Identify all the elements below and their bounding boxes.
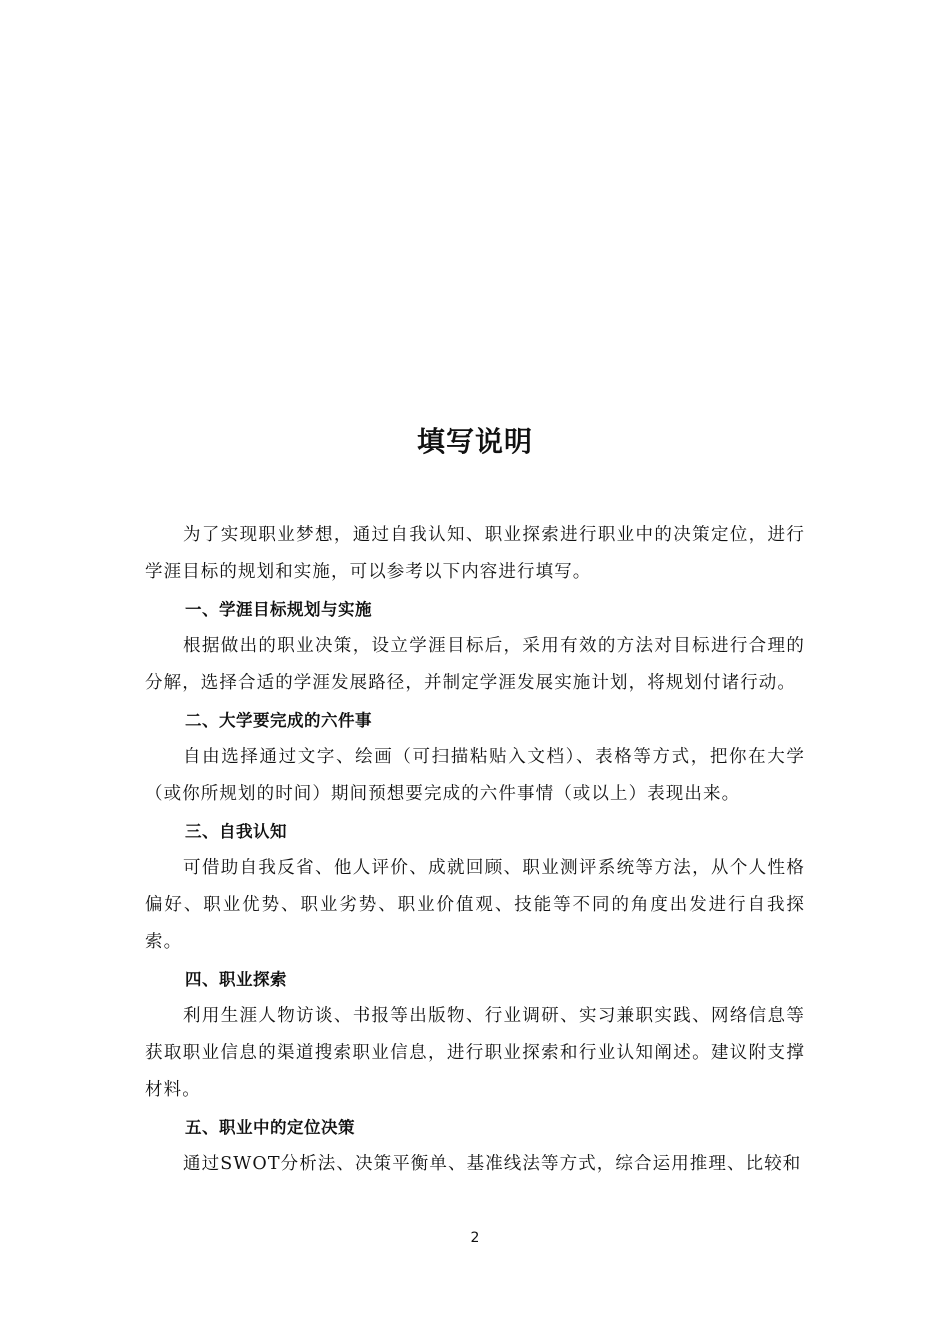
- section-paragraph: 通过SWOT分析法、决策平衡单、基准线法等方式，综合运用推理、比较和: [183, 1154, 802, 1174]
- intro-paragraph: 为了实现职业梦想，通过自我认知、职业探索进行职业中的决策定位，进行学涯目标的规划和实施，可以参考以下内容进行填写。: [145, 525, 805, 582]
- section-heading: 一、学涯目标规划与实施: [185, 600, 372, 619]
- section-heading: 五、职业中的定位决策: [185, 1118, 355, 1137]
- section-heading: 三、自我认知: [185, 822, 287, 841]
- section-goal-planning: [145, 591, 805, 702]
- section-self-awareness: [145, 813, 805, 961]
- section-heading: 四、职业探索: [185, 970, 287, 989]
- section-paragraph: 自由选择通过文字、绘画（可扫描粘贴入文档）、表格等方式，把你在大学（或你所规划的时间）期间预想要完成的六件事情（或以上）表现出来。: [145, 747, 805, 804]
- section-six-things: [145, 702, 805, 813]
- section-paragraph: 根据做出的职业决策，设立学涯目标后，采用有效的方法对目标进行合理的分解，选择合适的学涯发展路径，并制定学涯发展实施计划，将规划付诸行动。: [145, 636, 805, 693]
- section-career-exploration: [145, 961, 805, 1109]
- document-body: [145, 517, 805, 1183]
- page-title: 填写说明: [416, 425, 533, 458]
- section-paragraph: 利用生涯人物访谈、书报等出版物、行业调研、实习兼职实践、网络信息等获取职业信息的渠道搜索职业信息，进行职业探索和行业认知阐述。建议附支撑材料。: [145, 1006, 805, 1100]
- section-career-decision: [145, 1109, 805, 1183]
- section-paragraph: 可借助自我反省、他人评价、成就回顾、职业测评系统等方法，从个人性格偏好、职业优势、职业劣势、职业价值观、技能等不同的角度出发进行自我探索。: [145, 858, 805, 952]
- page-number: 2: [470, 1230, 480, 1246]
- section-heading: 二、大学要完成的六件事: [185, 711, 372, 730]
